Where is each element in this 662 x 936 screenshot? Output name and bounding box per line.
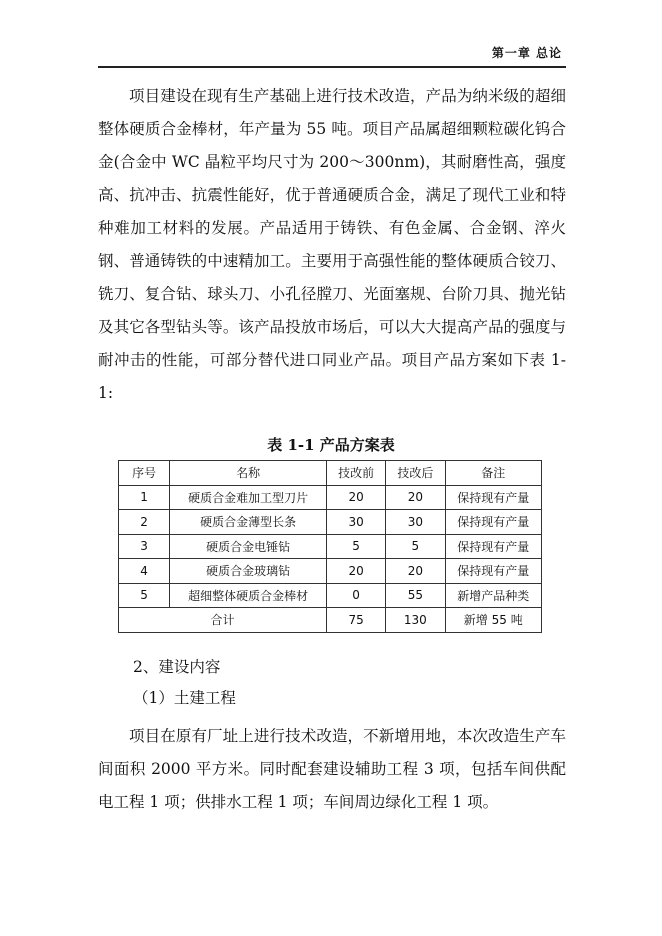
- intro-paragraph: 项目建设在现有生产基础上进行技术改造，产品为纳米级的超细整体硬质合金棒材，年产量为 55 吨。项目产品属超细颗粒碳化钨合金(合金中 WC 晶粒平均尺寸为 200～300nm)，其耐磨性高，强度高、抗冲击、抗震性能好，优于普通硬质合金，满足了现代工业和特种难加工材料的发展。产品适用于铸铁、有色金属、合金钢、淬火钢、普通铸铁的中速精加工。主要用于高强性能的整体硬质合铰刀、铣刀、复合钻、球头刀、小孔径膛刀、光面塞规、台阶刀具、抛光钻及其它各型钻头等。该产品投放市场后，可以大大提高产品的强度与耐冲击的性能，可部分替代进口同业产品。项目产品方案如下表 1-1:: [98, 87, 566, 402]
- section-heading: 2、建设内容: [133, 658, 221, 676]
- subsection-heading: （1）土建工程: [133, 689, 236, 707]
- total-before: 75: [326, 608, 385, 633]
- cell-seq: 5: [119, 583, 170, 608]
- chapter-header: 第一章 总论: [491, 46, 562, 60]
- construction-paragraph: 项目在原有厂址上进行技术改造，不新增用地，本次改造生产车间面积 2000 平方米。同时配套建设辅助工程 3 项，包括车间供配电工程 1 项；供排水工程 1 项；车间周边绿化工程 1 项。: [98, 727, 566, 811]
- cell-before: 5: [326, 534, 385, 559]
- table-row: [119, 510, 542, 535]
- table-row: [119, 485, 542, 510]
- cell-before: 20: [326, 485, 385, 510]
- cell-before: 0: [326, 583, 385, 608]
- cell-seq: 2: [119, 510, 170, 535]
- table-header-row: [119, 461, 542, 486]
- header-rule: [98, 66, 566, 68]
- cell-before: 20: [326, 559, 385, 584]
- table-row: [119, 534, 542, 559]
- cell-name: 硬质合金玻璃钻: [170, 559, 327, 584]
- cell-after: 20: [386, 559, 445, 584]
- header-before: 技改前: [326, 461, 385, 486]
- cell-seq: 4: [119, 559, 170, 584]
- cell-after: 30: [386, 510, 445, 535]
- cell-note: 保持现有产量: [445, 485, 542, 510]
- cell-note: 保持现有产量: [445, 510, 542, 535]
- cell-name: 超细整体硬质合金棒材: [170, 583, 327, 608]
- header-seq: 序号: [119, 461, 170, 486]
- cell-after: 20: [386, 485, 445, 510]
- cell-name: 硬质合金电锤钻: [170, 534, 327, 559]
- cell-name: 硬质合金难加工型刀片: [170, 485, 327, 510]
- product-plan-table: [118, 460, 542, 633]
- cell-seq: 3: [119, 534, 170, 559]
- table-total-row: [119, 608, 542, 633]
- cell-note: 保持现有产量: [445, 559, 542, 584]
- cell-after: 55: [386, 583, 445, 608]
- table-title: 表 1-1 产品方案表: [267, 436, 395, 454]
- total-after: 130: [386, 608, 445, 633]
- cell-after: 5: [386, 534, 445, 559]
- header-after: 技改后: [386, 461, 445, 486]
- table-row: [119, 559, 542, 584]
- cell-note: 新增产品种类: [445, 583, 542, 608]
- header-note: 备注: [445, 461, 542, 486]
- cell-seq: 1: [119, 485, 170, 510]
- cell-before: 30: [326, 510, 385, 535]
- header-name: 名称: [170, 461, 327, 486]
- total-note: 新增 55 吨: [445, 608, 542, 633]
- cell-note: 保持现有产量: [445, 534, 542, 559]
- table-row: [119, 583, 542, 608]
- cell-name: 硬质合金薄型长条: [170, 510, 327, 535]
- total-label: 合计: [119, 608, 327, 633]
